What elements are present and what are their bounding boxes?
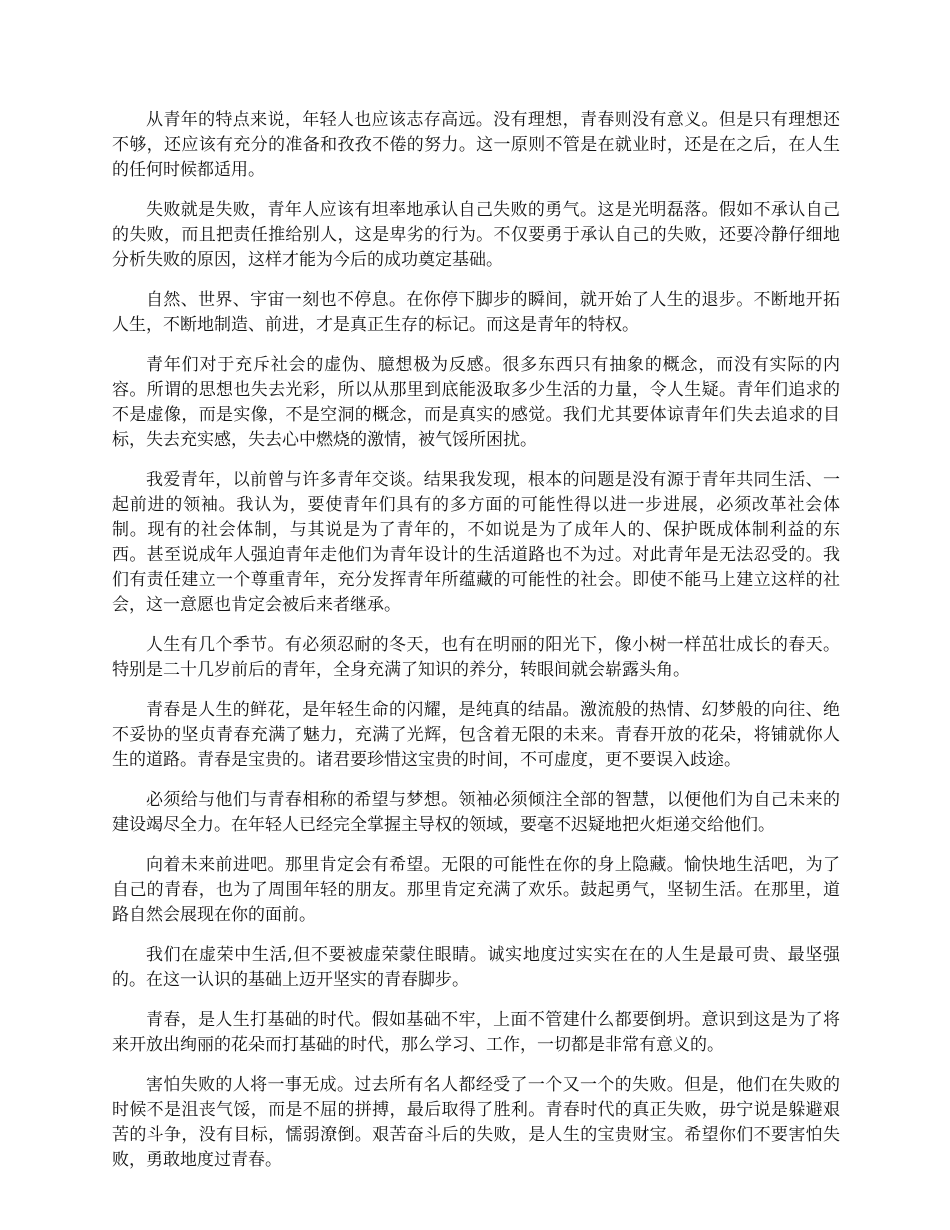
paragraph-8: 必须给与他们与青春相称的希望与梦想。领袖必须倾注全部的智慧，以便他们为自己未来的建设竭尽全力。在年轻人已经完全掌握主导权的领域，要毫不迟疑地把火炬递交给他们。 — [112, 790, 840, 835]
paragraph-12: 害怕失败的人将一事无成。过去所有名人都经受了一个又一个的失败。但是，他们在失败的时候不是沮丧气馁，而是不屈的拼搏，最后取得了胜利。青春时代的真正失败，毋宁说是躲避艰苦的斗争，没有目标，懦弱潦倒。艰苦奋斗后的失败，是人生的宝贵财宝。希望你们不要害怕失败，勇敢地度过青春。 — [112, 1075, 840, 1170]
paragraph-3: 自然、世界、宇宙一刻也不停息。在你停下脚步的瞬间，就开始了人生的退步。不断地开拓人生，不断地制造、前进，才是真正生存的标记。而这是青年的特权。 — [112, 290, 840, 335]
paragraph-1: 从青年的特点来说，年轻人也应该志存高远。没有理想，青春则没有意义。但是只有理想还不够，还应该有充分的准备和孜孜不倦的努力。这一原则不管是在就业时，还是在之后，在人生的任何时候都适用。 — [112, 110, 840, 180]
paragraph-10: 我们在虚荣中生活,但不要被虚荣蒙住眼睛。诚实地度过实实在在的人生是最可贵、最坚强的。在这一认识的基础上迈开坚实的青春脚步。 — [112, 945, 840, 990]
paragraph-4: 青年们对于充斥社会的虚伪、臆想极为反感。很多东西只有抽象的概念，而没有实际的内容。所谓的思想也失去光彩，所以从那里到底能汲取多少生活的力量，令人生疑。青年们追求的不是虚像，而是实像，不是空洞的概念，而是真实的感觉。我们尤其要体谅青年们失去追求的目标，失去充实感，失去心中燃烧的激情，被气馁所困扰。 — [112, 355, 840, 450]
paragraph-7: 青春是人生的鲜花，是年轻生命的闪耀，是纯真的结晶。激流般的热情、幻梦般的向往、绝不妥协的坚贞青春充满了魅力，充满了光辉，包含着无限的未来。青春开放的花朵，将铺就你人生的道路。青春是宝贵的。诸君要珍惜这宝贵的时间，不可虚度，更不要误入歧途。 — [112, 700, 840, 770]
paragraph-11: 青春，是人生打基础的时代。假如基础不牢，上面不管建什么都要倒坍。意识到这是为了将来开放出绚丽的花朵而打基础的时代，那么学习、工作，一切都是非常有意义的。 — [112, 1010, 840, 1055]
paragraph-2: 失败就是失败，青年人应该有坦率地承认自己失败的勇气。这是光明磊落。假如不承认自己的失败，而且把责任推给别人，这是卑劣的行为。不仅要勇于承认自己的失败，还要冷静仔细地分析失败的原因，这样才能为今后的成功奠定基础。 — [112, 200, 840, 270]
document-body — [112, 108, 840, 1188]
paragraph-9: 向着未来前进吧。那里肯定会有希望。无限的可能性在你的身上隐藏。愉快地生活吧，为了自己的青春，也为了周围年轻的朋友。那里肯定充满了欢乐。鼓起勇气，坚韧生活。在那里，道路自然会展现在你的面前。 — [112, 855, 840, 925]
paragraph-5: 我爱青年，以前曾与许多青年交谈。结果我发现，根本的问题是没有源于青年共同生活、一起前进的领袖。我认为，要使青年们具有的多方面的可能性得以进一步进展，必须改革社会体制。现有的社会体制，与其说是为了青年的，不如说是为了成年人的、保护既成体制利益的东西。甚至说成年人强迫青年走他们为青年设计的生活道路也不为过。对此青年是无法忍受的。我们有责任建立一个尊重青年，充分发挥青年所蕴藏的可能性的社会。即使不能马上建立这样的社会，这一意愿也肯定会被后来者继承。 — [112, 470, 840, 615]
paragraph-6: 人生有几个季节。有必须忍耐的冬天，也有在明丽的阳光下，像小树一样茁壮成长的春天。特别是二十几岁前后的青年，全身充满了知识的养分，转眼间就会崭露头角。 — [112, 635, 840, 680]
